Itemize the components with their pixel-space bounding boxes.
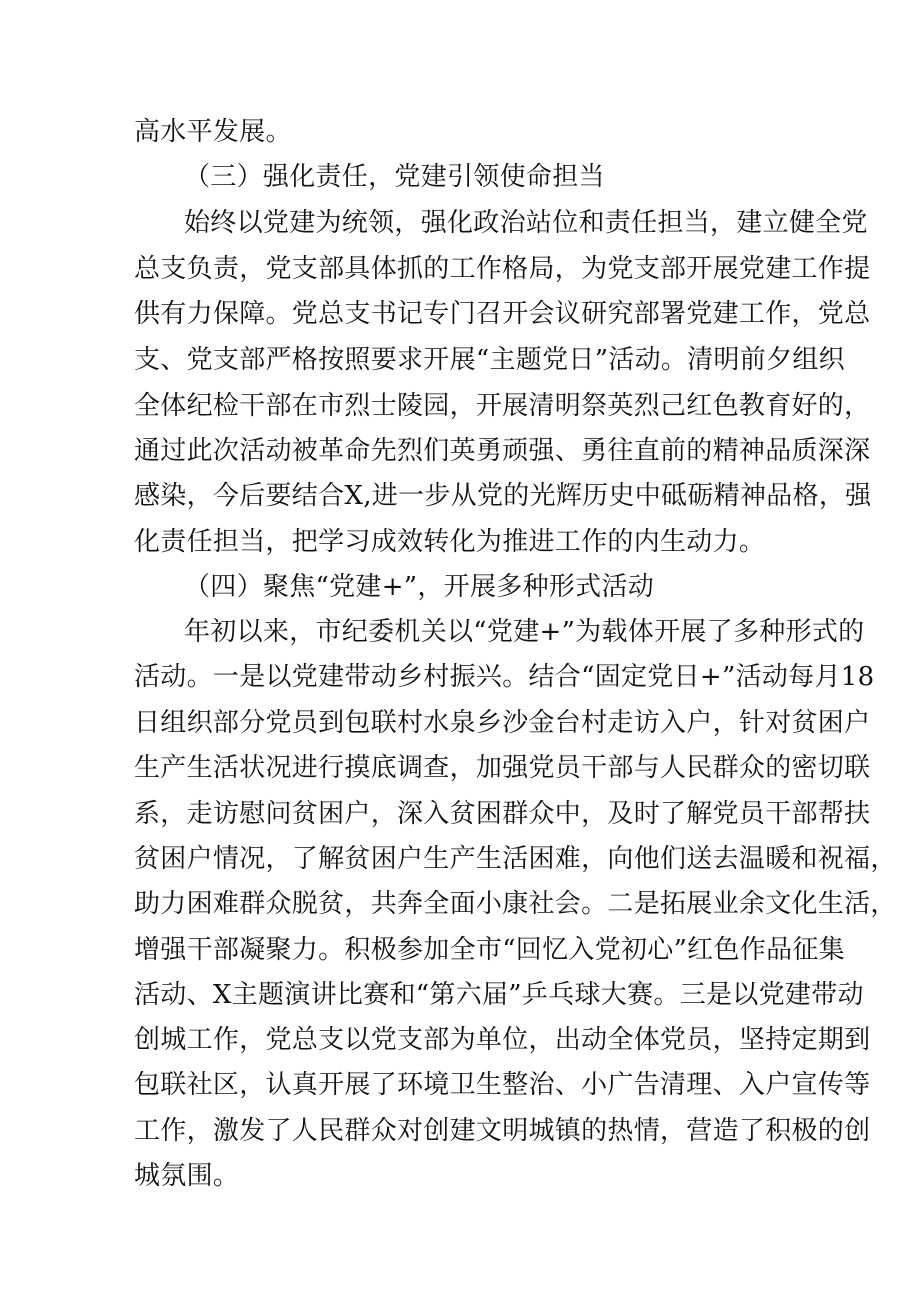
section-3-line: 化责任担当，把学习成效转化为推进工作的内生动力。 (134, 527, 766, 557)
section-4-line: 生产生活状况进行摸底调查，加强党员干部与人民群众的密切联 (134, 753, 871, 783)
section-3-line: 感染，今后要结合X,进一步从党的光辉历史中砥砺精神品格，强 (134, 481, 872, 511)
section-4-line: 创城工作，党总支以党支部为单位，出动全体党员，坚持定期到 (134, 1025, 871, 1055)
section-4-heading: （四）聚焦“党建+”，开展多种形式活动 (184, 572, 655, 602)
section-3-heading: （三）强化责任，党建引领使命担当 (184, 162, 605, 192)
section-4-line: 城氛围。 (134, 1161, 240, 1191)
section-4-line: 活动、X主题演讲比赛和“第六届”乒乓球大赛。三是以党建带动 (134, 980, 864, 1010)
paragraph-tail: 高水平发展。 (134, 117, 292, 147)
section-4-line: 系，走访慰问贫困户，深入贫困群众中，及时了解党员干部帮扶 (134, 799, 871, 829)
section-4-line: 助力困难群众脱贫，共奔全面小康社会。二是拓展业余文化生活， (134, 889, 897, 919)
section-4-line: 年初以来，市纪委机关以“党建+”为载体开展了多种形式的 (184, 617, 865, 647)
section-4-line: 工作，激发了人民群众对创建文明城镇的热情，营造了积极的创 (134, 1116, 871, 1146)
section-3-line: 始终以党建为统领，强化政治站位和责任担当，建立健全党 (184, 208, 868, 238)
section-3-line: 支、党支部严格按照要求开展“主题党日”活动。清明前夕组织 (134, 345, 845, 375)
section-4-line: 包联社区，认真开展了环境卫生整治、小广告清理、入户宣传等 (134, 1070, 871, 1100)
section-4-line: 贫困户情况，了解贫困户生产生活困难，向他们送去温暖和祝福， (134, 844, 897, 874)
section-4-line: 活动。一是以党建带动乡村振兴。结合“固定党日+”活动每月18 (134, 662, 875, 692)
section-3-line: 通过此次活动被革命先烈们英勇顽强、勇往直前的精神品质深深 (134, 436, 871, 466)
section-4-line: 增强干部凝聚力。积极参加全市“回忆入党初心”红色作品征集 (134, 935, 845, 965)
section-3-line: 供有力保障。党总支书记专门召开会议研究部署党建工作，党总 (134, 299, 871, 329)
section-3-line: 总支负责，党支部具体抓的工作格局，为党支部开展党建工作提 (134, 254, 871, 284)
section-3-line: 全体纪检干部在市烈士陵园，开展清明祭英烈己红色教育好的， (134, 391, 871, 421)
section-4-line: 日组织部分党员到包联村水泉乡沙金台村走访入户，针对贫困户 (134, 708, 871, 738)
